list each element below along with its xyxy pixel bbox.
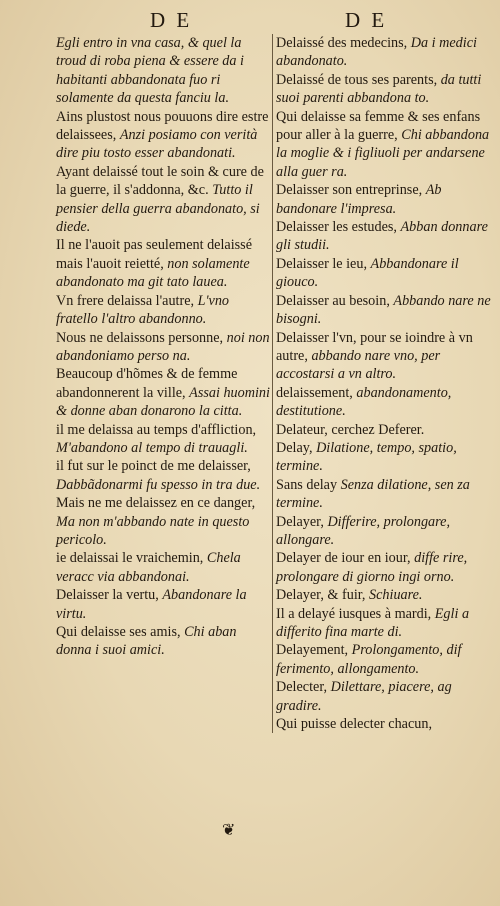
italian-text: M'abandono al tempo di trauagli. bbox=[56, 439, 248, 456]
dictionary-entry bbox=[56, 494, 270, 549]
french-text: Delay, bbox=[276, 439, 317, 456]
french-text: Mais ne me delaissez en ce danger, bbox=[56, 495, 256, 512]
dictionary-entry bbox=[56, 623, 270, 660]
italian-text: Abbandonare il giouco. bbox=[276, 255, 459, 291]
french-text: il fut sur le poinct de me delaisser, bbox=[56, 458, 251, 475]
french-text: Delateur, cerchez Deferer. bbox=[276, 421, 425, 438]
french-text: Delaisser au besoin, bbox=[276, 292, 394, 309]
italian-text: da tutti suoi parenti abbandona to. bbox=[276, 71, 482, 107]
italian-text: Ab bandonare l'impresa. bbox=[276, 182, 442, 217]
italian-text: Anzi posiamo con verità dire piu tosto esser abandonati. bbox=[56, 127, 258, 162]
right-column bbox=[272, 34, 494, 733]
french-text: il me delaissa au temps d'affliction, bbox=[56, 421, 257, 438]
french-text: Qui puisse delecter chacun, bbox=[276, 716, 433, 733]
italian-text: L'vno fratello l'altro abandonno. bbox=[56, 292, 230, 328]
dictionary-entry bbox=[276, 255, 494, 292]
dictionary-entry bbox=[56, 549, 270, 586]
dictionary-entry bbox=[276, 513, 494, 550]
french-text: Delayement, bbox=[276, 642, 352, 659]
french-text: Delayer, & fuir, bbox=[276, 587, 370, 604]
french-text: Ains plustost nous pouuons dire estre delaissees, bbox=[56, 108, 269, 144]
dictionary-entry bbox=[276, 641, 494, 678]
italian-text: Abban donnare gli studii. bbox=[276, 219, 488, 254]
dictionary-entry bbox=[276, 181, 494, 218]
french-text: Delaisser l'vn, pour se ioindre à vn autre, bbox=[276, 329, 473, 364]
dictionary-entry bbox=[276, 384, 494, 421]
dictionary-entry bbox=[276, 218, 494, 255]
dictionary-entry bbox=[56, 236, 270, 291]
french-text: Qui delaisse sa femme & ses enfans pour aller à la guerre, bbox=[276, 108, 481, 144]
dictionary-entry bbox=[276, 586, 494, 604]
french-text: Il a delayé iusques à mardi, bbox=[276, 605, 435, 622]
french-text: Ayant delaissé tout le soin & cure de la guerre, il s'addonna, &c. bbox=[56, 163, 264, 199]
french-text: Sans delay bbox=[276, 476, 341, 493]
italian-text: Dilatione, tempo, spatio, termine. bbox=[276, 439, 457, 475]
dictionary-entry bbox=[276, 71, 494, 108]
french-text: delaissement, bbox=[276, 384, 357, 401]
french-text: Delaisser son entreprinse, bbox=[276, 182, 426, 199]
dictionary-entry bbox=[56, 34, 270, 108]
italian-text: Ma non m'abbando nate in questo pericolo. bbox=[56, 513, 250, 548]
italian-text: Chi abbandona la moglie & i figliuoli per andarsene alla guer ra. bbox=[276, 127, 490, 180]
dictionary-entry bbox=[276, 476, 494, 513]
dictionary-entry bbox=[276, 605, 494, 642]
french-text: Qui delaisse ses amis, bbox=[56, 624, 185, 640]
italian-text: Assai huomini & donne aban donarono la citta. bbox=[56, 384, 270, 420]
italian-text: Chi aban donna i suoi amici. bbox=[56, 624, 237, 659]
italian-text: Da i medici abandonato. bbox=[276, 35, 477, 70]
dictionary-entry bbox=[276, 549, 494, 586]
left-column bbox=[56, 34, 270, 660]
french-text: Delaisser le ieu, bbox=[276, 255, 371, 272]
italian-text: Schiuare. bbox=[369, 587, 423, 604]
dictionary-entry bbox=[276, 439, 494, 476]
italian-text: Egli a differito fina marte di. bbox=[276, 605, 470, 640]
dictionary-entry bbox=[56, 292, 270, 329]
dictionary-entry bbox=[276, 715, 494, 733]
ornament-icon: ❦ bbox=[222, 820, 236, 839]
dictionary-entry bbox=[56, 457, 270, 494]
dictionary-entry bbox=[56, 586, 270, 623]
french-text: Il ne l'auoit pas seulement delaissé mais l'auoit reietté, bbox=[56, 237, 252, 272]
header-left: D E bbox=[150, 8, 193, 32]
dictionary-entry bbox=[56, 329, 270, 366]
french-text: Nous ne delaissons personne, bbox=[56, 329, 227, 346]
dictionary-entry bbox=[56, 108, 270, 163]
italian-text: noi non abandoniamo perso na. bbox=[56, 329, 270, 364]
italian-text: Tutto il pensier della guerra abandonato, si diede. bbox=[56, 182, 260, 236]
italian-text: Dabbãdonarmi fu spesso in tra due. bbox=[56, 476, 261, 493]
italian-text: Abbando nare ne bisogni. bbox=[276, 292, 491, 328]
dictionary-entry bbox=[276, 34, 494, 71]
italian-text: non solamente abandonato ma git tato lauea. bbox=[56, 255, 250, 291]
french-text: Delaisser la vertu, bbox=[56, 587, 163, 604]
italian-text: diffe rire, prolongare di giorno ingi orno. bbox=[276, 550, 468, 585]
italian-text: Abandonare la virtu. bbox=[56, 587, 247, 622]
dictionary-entry bbox=[276, 678, 494, 715]
dictionary-entry bbox=[276, 292, 494, 329]
italian-text: Senza dilatione, sen za termine. bbox=[276, 476, 470, 512]
italian-text: Egli entro in vna casa, & quel la troud di roba piena & essere da i habitanti abbandonata fuo ri solamente da questa fanciu la. bbox=[56, 35, 244, 107]
dictionary-entry bbox=[56, 163, 270, 237]
italian-text: Prolongamento, dif ferimento, allongamento. bbox=[276, 642, 462, 677]
french-text: Delaissé des medecins, bbox=[276, 35, 411, 51]
dictionary-entry bbox=[276, 329, 494, 384]
french-text: Vn frere delaissa l'autre, bbox=[56, 292, 198, 309]
french-text: Beaucoup d'hõmes & de femme abandonnerent la ville, bbox=[56, 366, 238, 401]
dictionary-entry bbox=[276, 108, 494, 182]
italian-text: abandonamento, destitutione. bbox=[276, 384, 452, 420]
french-text: Delecter, bbox=[276, 679, 331, 696]
french-text: ie delaissai le vraichemin, bbox=[56, 550, 207, 567]
italian-text: Chela veracc via abbandonai. bbox=[56, 550, 241, 585]
dictionary-entry bbox=[56, 421, 270, 458]
italian-text: Differire, prolongare, allongare. bbox=[276, 513, 450, 548]
dictionary-entry bbox=[56, 365, 270, 420]
italian-text: Dilettare, piacere, ag gradire. bbox=[276, 679, 452, 714]
dictionary-entry bbox=[276, 421, 494, 439]
french-text: Delayer de iour en iour, bbox=[276, 550, 415, 567]
french-text: Delaissé de tous ses parents, bbox=[276, 71, 441, 88]
french-text: Delayer, bbox=[276, 513, 328, 530]
header-right: D E bbox=[345, 8, 388, 32]
italian-text: abbando nare vno, per accostarsi a vn altro. bbox=[276, 347, 441, 383]
french-text: Delaisser les estudes, bbox=[276, 219, 401, 236]
